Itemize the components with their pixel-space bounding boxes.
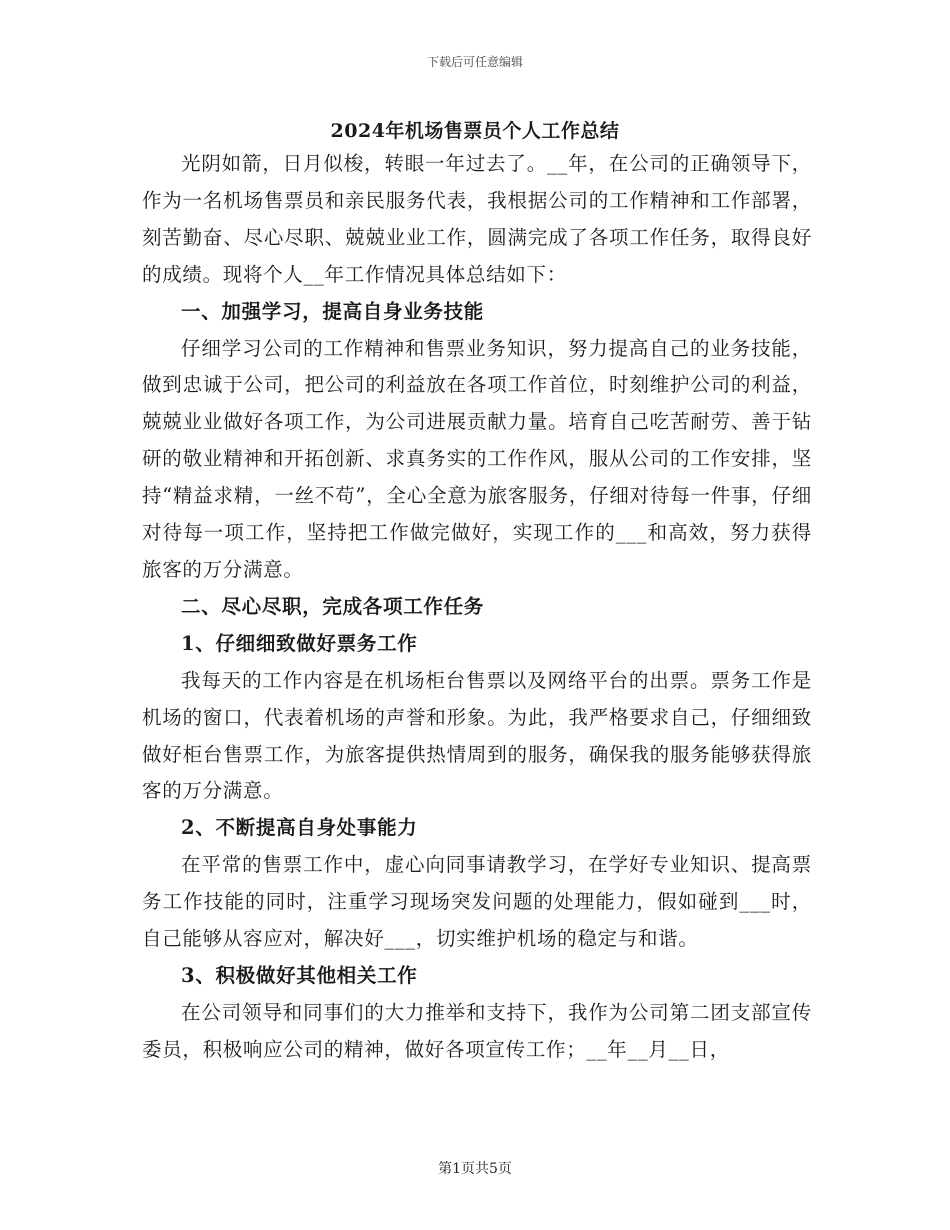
page-header-note: 下载后可任意编辑	[426, 55, 523, 69]
subsection-2-paragraph: 在平常的售票工作中，虚心向同事请教学习，在学好专业知识、提高票务工作技能的同时，注重学习现场突发问题的处理能力，假如碰到___时，自己能够从容应对，解决好___，切实维护机场的稳定与和谐。	[142, 853, 812, 951]
document-body	[142, 146, 812, 1069]
subsection-heading-1: 1、仔细细致做好票务工作	[181, 631, 418, 655]
page-number: 第1页共5页	[438, 1161, 512, 1177]
subsection-3-paragraph: 在公司领导和同事们的大力推举和支持下，我作为公司第二团支部宣传委员，积极响应公司的精神，做好各项宣传工作；__年__月__日，	[142, 1000, 812, 1061]
subsection-1-paragraph: 我每天的工作内容是在机场柜台售票以及网络平台的出票。票务工作是机场的窗口，代表着机场的声誉和形象。为此，我严格要求自己，仔细细致做好柜台售票工作，为旅客提供热情周到的服务，确保我的服务能够获得旅客的万分满意。	[142, 668, 812, 803]
subsection-heading-3: 3、积极做好其他相关工作	[181, 963, 418, 987]
document-title: 2024年机场售票员个人工作总结	[330, 120, 620, 142]
section-1-paragraph: 仔细学习公司的工作精神和售票业务知识，努力提高自己的业务技能，做到忠诚于公司，把公司的利益放在各项工作首位，时刻维护公司的利益，兢兢业业做好各项工作，为公司进展贡献力量。培育自己吃苦耐劳、善于钻研的敬业精神和开拓创新、求真务实的工作作风，服从公司的工作安排，坚持“精益求精，一丝不苟”，全心全意为旅客服务，仔细对待每一件事，仔细对待每一项工作，坚持把工作做完做好，实现工作的___和高效，努力获得旅客的万分满意。	[142, 336, 812, 581]
section-heading-1: 一、加强学习，提高自身业务技能	[181, 299, 485, 323]
intro-paragraph: 光阴如箭，日月似梭，转眼一年过去了。__年，在公司的正确领导下，作为一名机场售票员和亲民服务代表，我根据公司的工作精神和工作部署，刻苦勤奋、尽心尽职、兢兢业业工作，圆满完成了各项工作任务，取得良好的成绩。现将个人__年工作情况具体总结如下：	[142, 152, 812, 286]
section-heading-2: 二、尽心尽职，完成各项工作任务	[181, 594, 485, 618]
subsection-heading-2: 2、不断提高自身处事能力	[181, 816, 418, 840]
